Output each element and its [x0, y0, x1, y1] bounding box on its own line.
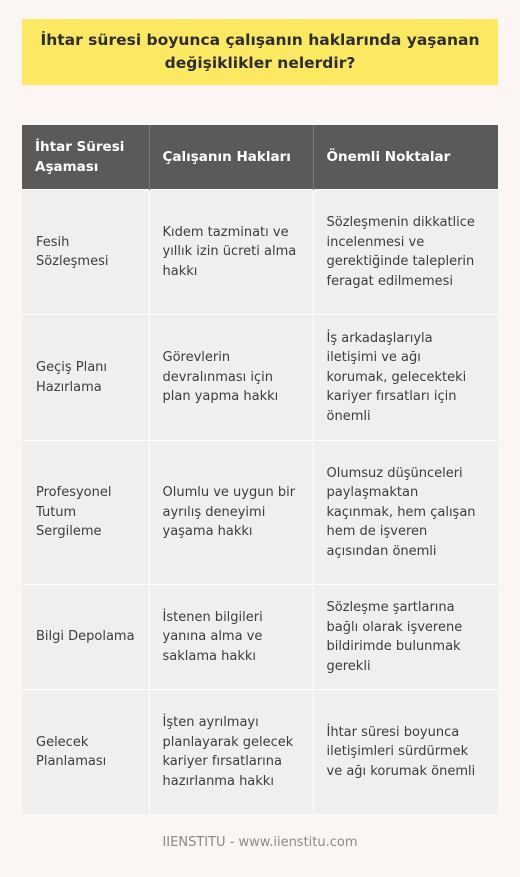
notes-cell: İş arkadaşlarıyla iletişimi ve ağı korumak, gelecekteki kariyer fırsatları için önemli [313, 315, 498, 441]
stage-cell: Fesih Sözleşmesi [22, 190, 149, 315]
table-header-row [22, 125, 498, 190]
notes-cell: Sözleşme şartlarına bağlı olarak işverene bildirimde bulunmak gerekli [313, 585, 498, 690]
title-banner [22, 19, 498, 85]
rights-cell: Görevlerin devralınması için plan yapma hakkı [149, 315, 313, 441]
rights-cell: Olumlu ve uygun bir ayrılış deneyimi yaşama hakkı [149, 441, 313, 585]
rights-cell: İşten ayrılmayı planlayarak gelecek kariyer fırsatlarına hazırlanma hakkı [149, 690, 313, 815]
notes-cell: İhtar süresi boyunca iletişimleri sürdürmek ve ağı korumak önemli [313, 690, 498, 815]
notes-cell: Olumsuz düşünceleri paylaşmaktan kaçınmak, hem çalışan hem de işveren açısından önemli [313, 441, 498, 585]
table-row [22, 315, 498, 441]
rights-table [22, 125, 498, 814]
table-row [22, 190, 498, 315]
notes-cell: Sözleşmenin dikkatlice incelenmesi ve gerektiğinde taleplerin feragat edilmemesi [313, 190, 498, 315]
table-row [22, 441, 498, 585]
table-row [22, 690, 498, 815]
stage-cell: Gelecek Planlaması [22, 690, 149, 815]
rights-cell: İstenen bilgileri yanına alma ve saklama hakkı [149, 585, 313, 690]
rights-cell: Kıdem tazminatı ve yıllık izin ücreti alma hakkı [149, 190, 313, 315]
column-header-notes: Önemli Noktalar [313, 125, 498, 190]
stage-cell: Profesyonel Tutum Sergileme [22, 441, 149, 585]
column-header-stage: İhtar Süresi Aşaması [22, 125, 149, 190]
column-header-rights: Çalışanın Hakları [149, 125, 313, 190]
page-title: İhtar süresi boyunca çalışanın haklarında yaşanan değişiklikler nelerdir? [40, 31, 480, 72]
table-row [22, 585, 498, 690]
stage-cell: Geçiş Planı Hazırlama [22, 315, 149, 441]
footer-credit: IIENSTITU - www.iienstitu.com [162, 835, 358, 850]
stage-cell: Bilgi Depolama [22, 585, 149, 690]
